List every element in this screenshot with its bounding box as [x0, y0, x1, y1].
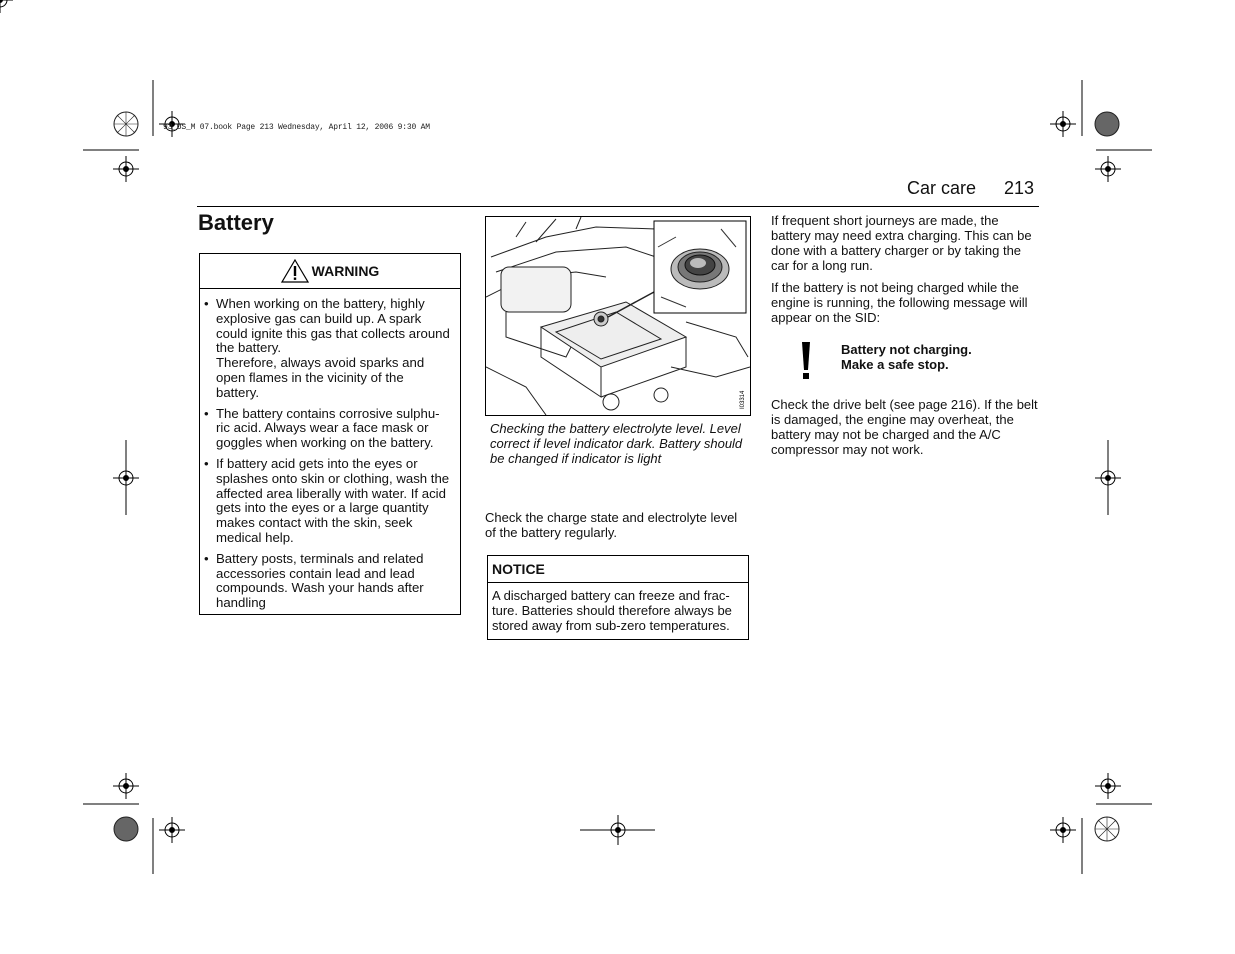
list-item: • When working on the battery, highly explosive gas can build up. A spark could ignite this gas that collects around the battery. Therefore, always avoid sparks and open flames in the vicinity of the battery. [204, 297, 450, 401]
body-text-charge: Check the charge state and electrolyte level of the battery regularly. [485, 510, 738, 540]
body-text-not-charging: If the battery is not being charged while the engine is running, the following message will appear on the SID: [771, 280, 1028, 325]
battery-illustration [485, 216, 751, 416]
body-text-drive-belt: Check the drive belt (see page 216). If the belt is damaged, the engine may overheat, the battery may not be charged and the A/C compressor may not work. [771, 397, 1038, 457]
list-item: • The battery contains corrosive sulphu-ric acid. Always wear a face mask or goggles when working on the battery. [204, 407, 450, 451]
warning-list [200, 289, 460, 611]
page-number: 213 [1004, 178, 1035, 198]
page-title: Battery [198, 210, 274, 235]
notice-box [487, 555, 749, 640]
figure-caption: Checking the battery electrolyte level. Level correct if level indicator dark. Battery should be changed if indicator is light [490, 421, 743, 466]
sid-message: Battery not charging. Make a safe stop. [841, 342, 972, 372]
figure-code: I03314 [740, 390, 746, 409]
print-info: 93_US_M 07.book Page 213 Wednesday, April 12, 2006 9:30 AM [163, 123, 430, 132]
notice-body: A discharged battery can freeze and frac-ture. Batteries should therefore always be stored away from sub-zero temperatures. [492, 588, 732, 633]
list-item: • If battery acid gets into the eyes or splashes onto skin or clothing, wash the affected area liberally with water. If acid gets into the eyes or a large quantity makes contact with the skin, seek medical help. [204, 457, 450, 546]
warning-heading: WARNING [311, 263, 380, 279]
list-item: • Battery posts, terminals and related accessories contain lead and lead compounds. Wash your hands after handling [204, 552, 450, 611]
notice-heading: NOTICE [488, 556, 748, 583]
warning-triangle-icon [281, 259, 309, 283]
header-rule [197, 206, 1039, 207]
battery-drawing [486, 217, 750, 415]
body-text-short-journeys: If frequent short journeys are made, the battery may need extra charging. This can be done with a battery charger or by taking the car for a long run. [771, 213, 1032, 273]
section-name: Car care [907, 178, 977, 198]
exclamation-icon [800, 342, 812, 382]
warning-box [199, 253, 461, 615]
warning-header [200, 254, 460, 289]
